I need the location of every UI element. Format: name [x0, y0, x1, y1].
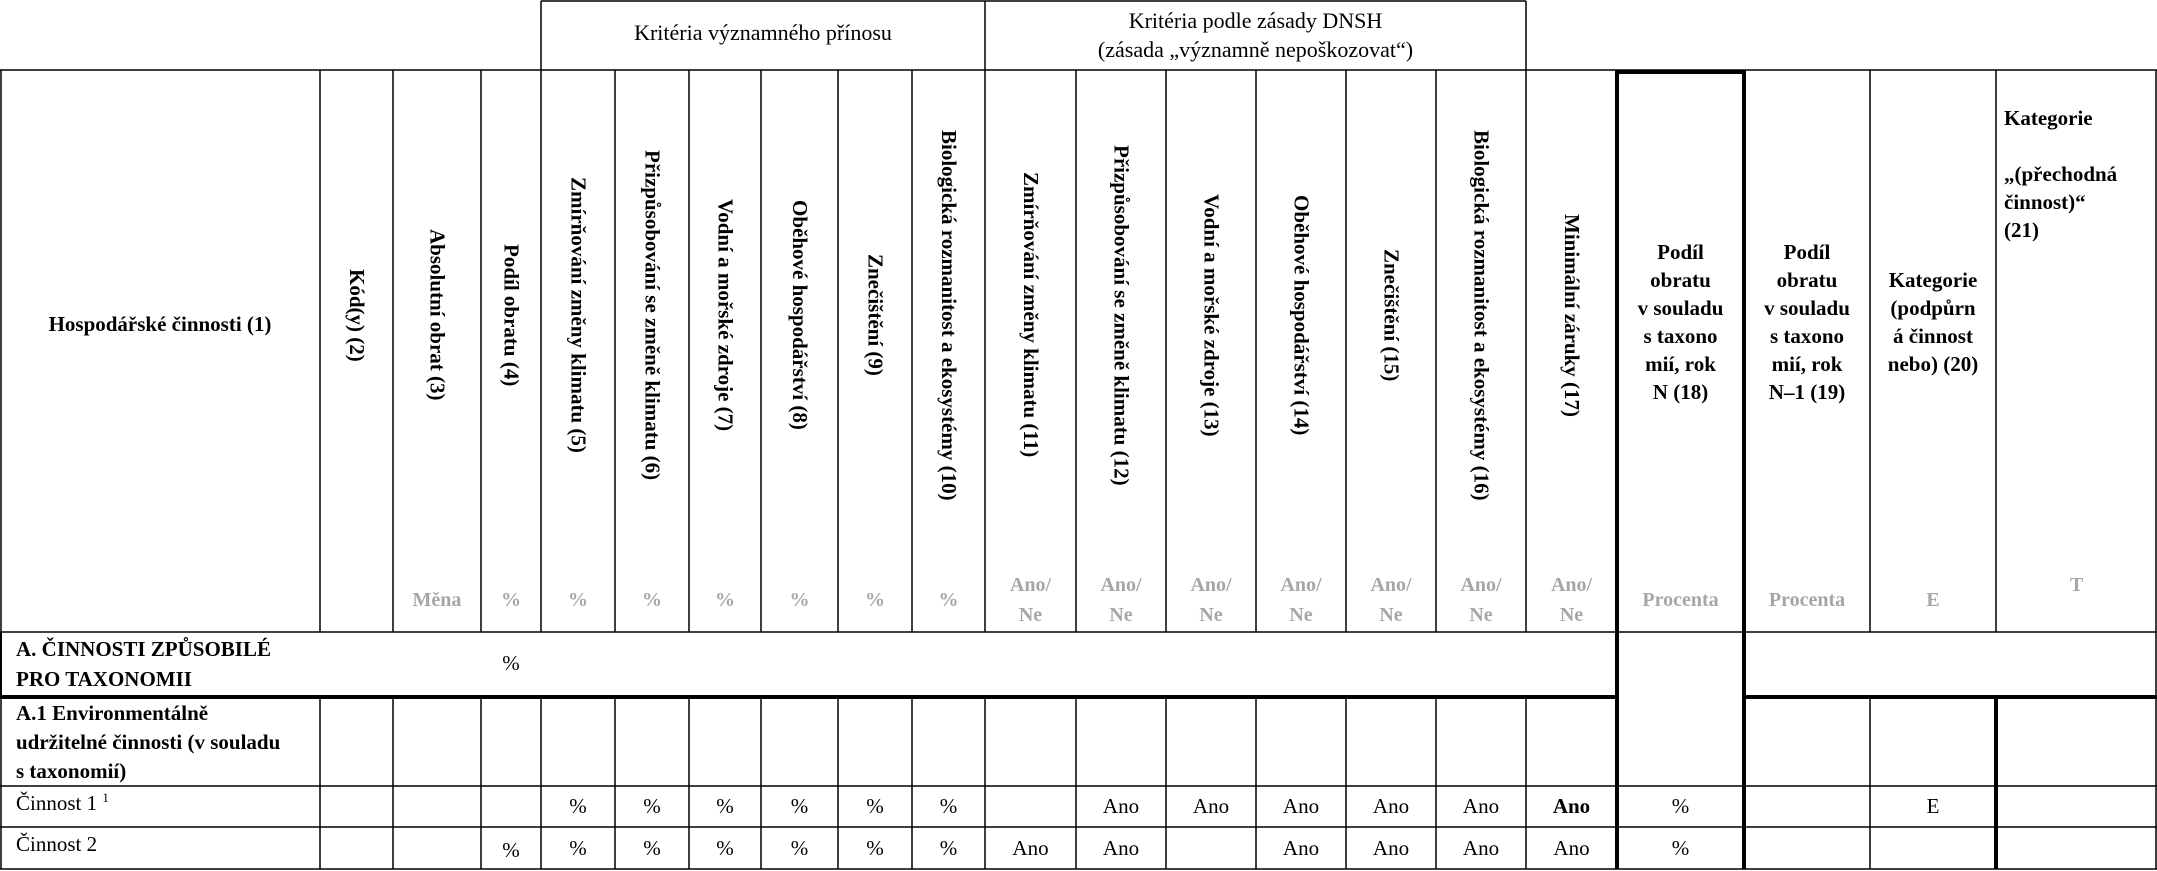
activity1-sc-8: %: [790, 794, 809, 818]
col-header-sc-circular: Oběhové hospodářství (8): [788, 200, 812, 430]
activity2-dnsh-11: Ano: [1012, 835, 1049, 860]
unit-percent: %: [642, 589, 662, 611]
activity1-dnsh-11: [985, 786, 1076, 827]
col-header-sc-pollution: Znečištění (9): [863, 254, 888, 376]
activity2-aligned: %: [1671, 835, 1690, 860]
activity2-label: Činnost 2: [16, 832, 98, 856]
unit-percent: %: [568, 589, 588, 611]
significant-contribution-header: Kritéria významného přínosu: [634, 20, 892, 45]
unit-yes-no: Ano/ Ne: [1550, 574, 1593, 626]
unit-yes-no: Ano/ Ne: [1009, 574, 1052, 626]
unit-procenta: Procenta: [1642, 589, 1719, 611]
unit-percent: %: [789, 589, 810, 611]
unit-currency: Měna: [412, 589, 462, 611]
activity1-safeguards: Ano: [1552, 794, 1591, 818]
unit-t: T: [2069, 574, 2084, 596]
col-header-enabling: Kategorie (podpůrn á činnost nebo) (20): [1887, 268, 1979, 376]
col-header-min-safeguards: Minimální záruky (17): [1560, 213, 1584, 417]
unit-e: E: [1926, 589, 1940, 611]
col-header-transitional: Kategorie „(přechodná činnost)“ (21): [2004, 106, 2118, 242]
col-header-aligned-n: Podíl obratu v souladu s taxono mií, rok N (18): [1637, 240, 1724, 404]
col-header-sc-climate-mitigation: Zmírňování změny klimatu (5): [566, 177, 591, 453]
activity1-dnsh-16: Ano: [1462, 794, 1500, 818]
col-header-sc-water: Vodní a mořské zdroje (7): [713, 198, 738, 432]
footnote-marker: 1: [102, 790, 109, 805]
activity1-dnsh-12: Ano: [1102, 794, 1140, 818]
activity2-sc-8: %: [790, 835, 809, 860]
activity2-sc-10: %: [939, 835, 958, 860]
col-header-codes: Kód(y) (2): [345, 268, 369, 362]
col-header-dnsh-climate-mitigation: Zmírňování změny klimatu (11): [1019, 172, 1043, 458]
activity2-dnsh-16: Ano: [1462, 835, 1500, 860]
activity2-share: %: [502, 837, 520, 862]
unit-percent: %: [865, 589, 885, 611]
dnsh-header-line2: (zásada „významně nepoškozovat“): [1097, 37, 1414, 62]
activity1-sc-10: %: [939, 794, 958, 818]
section-a-share: %: [502, 650, 520, 675]
unit-yes-no: Ano/ Ne: [1370, 574, 1412, 626]
col-header-sc-biodiversity: Biologická rozmanitost a ekosystémy (10): [937, 129, 961, 501]
col-header-dnsh-climate-adaptation: Přizpůsobování se změně klimatu (12): [1109, 144, 1134, 486]
section-a-label: A. ČINNOSTI ZPŮSOBILÉ PRO TAXONOMII: [16, 637, 271, 691]
activity1-sc-5: %: [569, 794, 587, 818]
unit-yes-no: Ano/ Ne: [1100, 574, 1142, 626]
activity2-dnsh-14: Ano: [1282, 835, 1320, 860]
col-header-aligned-n1: Podíl obratu v souladu s taxono mií, rok N–1 (19): [1764, 240, 1850, 404]
activity2-sc-6: %: [643, 835, 661, 860]
activity2-dnsh-15: Ano: [1372, 835, 1410, 860]
activity1-dnsh-15: Ano: [1372, 794, 1410, 818]
dnsh-header: [985, 6, 1526, 64]
section-a1-label: A.1 Environmentálně udržitelné činnosti (v souladu s taxonomií): [16, 701, 281, 783]
unit-yes-no: Ano/ Ne: [1460, 574, 1502, 626]
activity1-sc-6: %: [643, 794, 661, 818]
unit-yes-no: Ano/ Ne: [1280, 574, 1322, 626]
col-header-dnsh-water: Vodní a mořské zdroje (13): [1199, 193, 1224, 437]
col-header-sc-climate-adaptation: Přizpůsobování se změně klimatu (6): [640, 149, 665, 481]
col-header-activities: Hospodářské činnosti (1): [48, 312, 272, 336]
unit-yes-no: Ano/ Ne: [1190, 574, 1232, 626]
unit-percent: %: [715, 589, 735, 611]
unit-percent: %: [501, 589, 521, 611]
col-header-dnsh-circular: Oběhové hospodářství (14): [1289, 194, 1314, 436]
activity1-enabling: E: [1926, 794, 1940, 818]
unit-procenta: Procenta: [1768, 589, 1846, 611]
activity2-sc-5: %: [569, 835, 587, 860]
col-header-dnsh-pollution: Znečištění (15): [1379, 248, 1404, 382]
activity1-dnsh-14: Ano: [1282, 794, 1320, 818]
col-header-absolute-turnover: Absolutní obrat (3): [425, 229, 450, 401]
activity1-sc-7: %: [716, 794, 734, 818]
dnsh-header-line1: Kritéria podle zásady DNSH: [1128, 8, 1383, 33]
activity1-aligned: %: [1671, 794, 1690, 818]
activity2-dnsh-12: Ano: [1102, 835, 1140, 860]
col-header-turnover-share: Podíl obratu (4): [499, 243, 524, 387]
activity2-dnsh-13: [1166, 827, 1256, 869]
activity1-dnsh-13: Ano: [1192, 794, 1230, 818]
activity1-sc-9: %: [866, 794, 884, 818]
unit-percent: %: [938, 589, 959, 611]
activity2-safeguards: Ano: [1553, 835, 1590, 860]
activity2-sc-9: %: [866, 835, 884, 860]
activity1-label: Činnost 1 $^1$: [16, 790, 109, 815]
col-header-dnsh-biodiversity: Biologická rozmanitost a ekosystémy (16): [1469, 129, 1494, 501]
activity2-sc-7: %: [716, 835, 734, 860]
